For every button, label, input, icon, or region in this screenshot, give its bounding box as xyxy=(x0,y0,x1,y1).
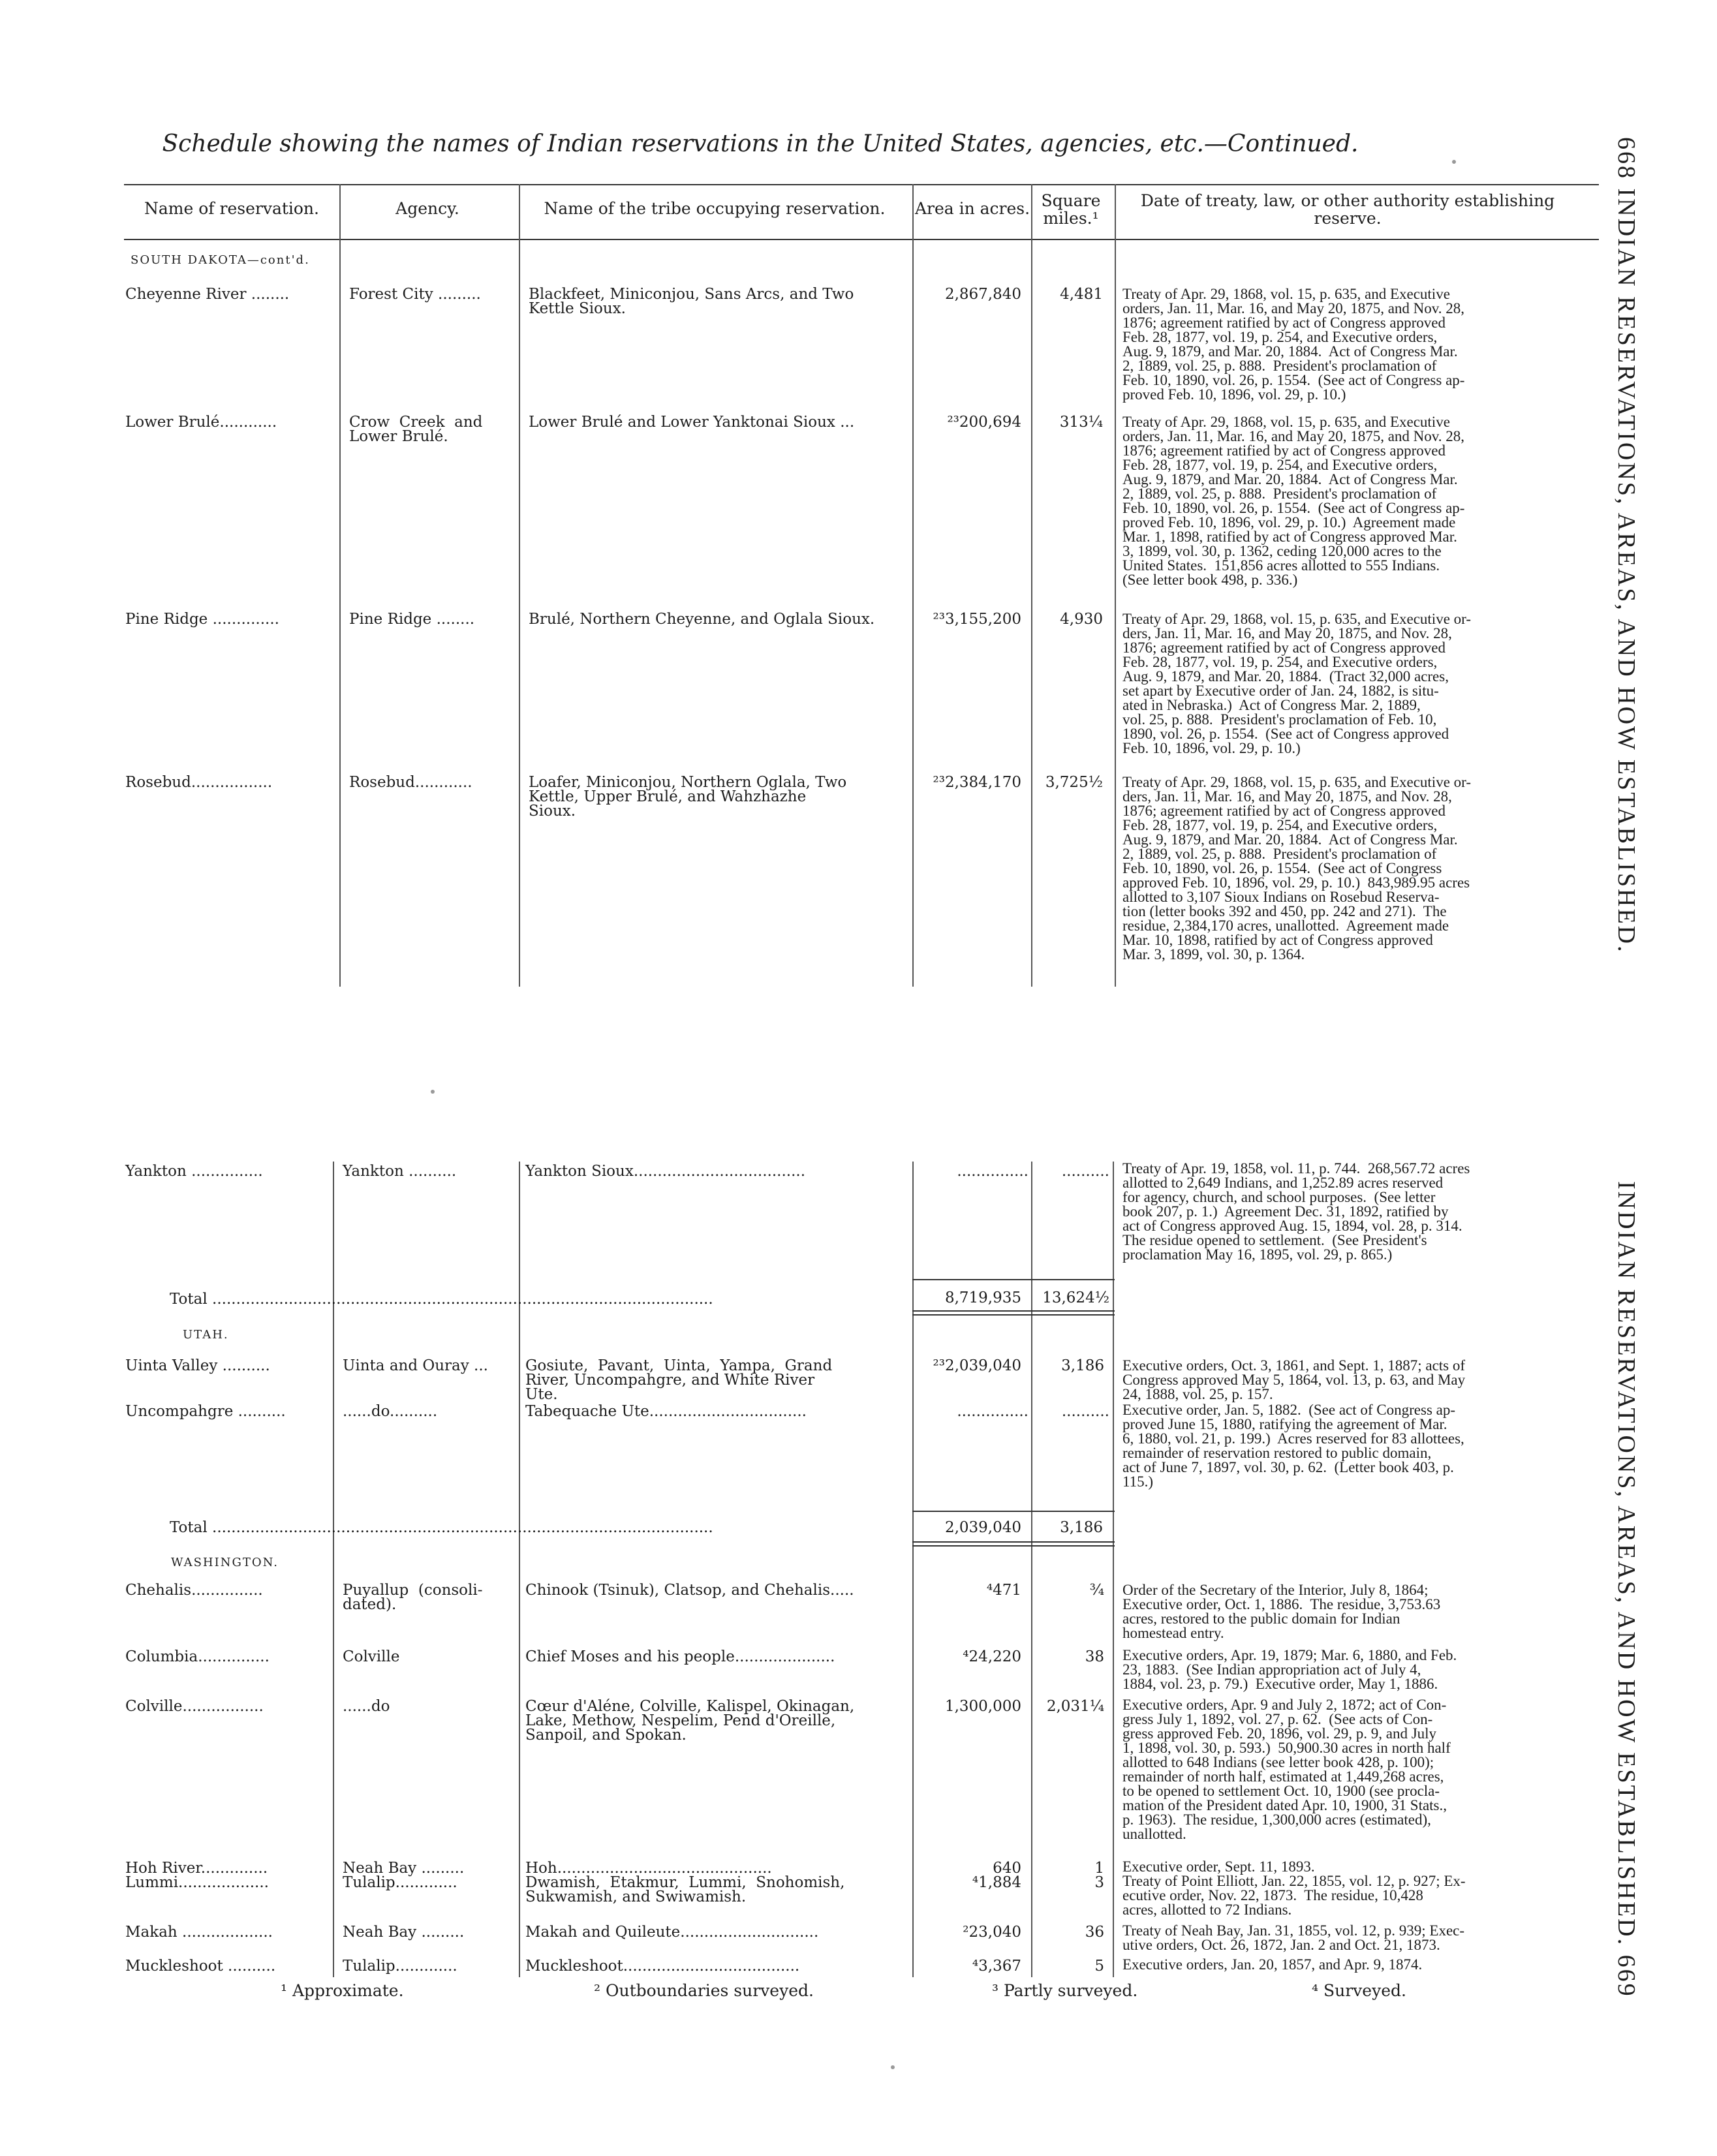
row-square-miles: 1 xyxy=(1094,1860,1104,1877)
row-name: Hoh River.............. xyxy=(125,1860,268,1877)
header-name: Name of reservation. xyxy=(144,199,319,218)
row-name: Rosebud................. xyxy=(125,774,273,791)
row-area: ²³2,039,040 xyxy=(933,1357,1021,1374)
row-tribe: Muckleshoot..................................... xyxy=(525,1958,800,1975)
row-name: Uinta Valley .......... xyxy=(125,1357,270,1374)
row-area: ²³2,384,170 xyxy=(933,774,1021,791)
column-rule xyxy=(339,184,341,987)
row-square-miles: 4,481 xyxy=(1060,286,1103,303)
running-head-bottom: INDIAN RESERVATIONS, AREAS, AND HOW ESTABLISHED. 669 xyxy=(1613,1181,1640,1998)
section-heading-south-dakota: SOUTH DAKOTA—cont'd. xyxy=(131,253,310,267)
total-square-miles: 13,624½ xyxy=(1042,1289,1109,1306)
row-area: ²23,040 xyxy=(963,1924,1021,1941)
row-agency: Yankton .......... xyxy=(343,1163,457,1180)
row-agency: Puyallup (consoli- dated). xyxy=(343,1582,483,1613)
column-rule xyxy=(912,184,914,987)
row-square-miles: .......... xyxy=(1061,1163,1109,1180)
row-square-miles: 313¼ xyxy=(1059,414,1103,431)
row-name: Columbia............... xyxy=(125,1648,270,1665)
row-authority: Executive orders, Oct. 3, 1861, and Sept. 1, 1887; acts of Congress approved May 5, 1864, vol. 13, p. 63, and May 24, 1888, vol. 25, p. 157. xyxy=(1122,1357,1466,1402)
row-agency: Tulalip............. xyxy=(343,1874,457,1891)
row-tribe: Dwamish, Etakmur, Lummi, Snohomish, Sukwamish, and Swiwamish. xyxy=(525,1874,845,1905)
row-area: ⁴24,220 xyxy=(963,1648,1021,1665)
row-tribe: Yankton Sioux.................................... xyxy=(525,1163,806,1180)
header-top-rule xyxy=(124,184,1599,185)
row-tribe: Gosiute, Pavant, Uinta, Yampa, Grand River, Uncompahgre, and White River Ute. xyxy=(525,1357,833,1403)
footnote-1: ¹ Approximate. xyxy=(281,1981,404,2000)
row-authority: Executive order, Sept. 11, 1893. xyxy=(1122,1858,1315,1875)
total-rule xyxy=(912,1279,1115,1280)
row-tribe: Chinook (Tsinuk), Clatsop, and Chehalis..... xyxy=(525,1582,854,1599)
column-rule xyxy=(1031,1162,1032,1977)
row-agency: Tulalip............. xyxy=(343,1958,457,1975)
row-square-miles: 3 xyxy=(1094,1874,1104,1891)
header-agency: Agency. xyxy=(395,199,459,218)
page-title: Schedule showing the names of Indian reservations in the United States, agencies, etc.—Continued. xyxy=(162,131,1359,157)
row-agency: ......do.......... xyxy=(343,1403,438,1420)
header-tribe: Name of the tribe occupying reservation. xyxy=(544,199,886,218)
row-area: ²³3,155,200 xyxy=(933,611,1021,628)
row-name: Uncompahgre .......... xyxy=(125,1403,286,1420)
row-tribe: Hoh............................................. xyxy=(525,1860,772,1877)
row-agency: ......do xyxy=(343,1698,390,1715)
row-square-miles: 3,725½ xyxy=(1045,774,1103,791)
row-tribe: Blackfeet, Miniconjou, Sans Arcs, and Two Kettle Sioux. xyxy=(529,286,854,317)
total-rule xyxy=(912,1511,1115,1512)
total-double-rule xyxy=(912,1310,1115,1312)
row-tribe: Chief Moses and his people..................... xyxy=(525,1648,835,1665)
total-double-rule xyxy=(912,1314,1115,1316)
row-name: Muckleshoot .......... xyxy=(125,1958,276,1975)
footnote-3: ³ Partly surveyed. xyxy=(992,1981,1138,2000)
row-authority: Executive orders, Jan. 20, 1857, and Apr. 9, 1874. xyxy=(1122,1956,1423,1973)
row-agency: Forest City ......... xyxy=(349,286,481,303)
row-square-miles: 5 xyxy=(1094,1958,1104,1975)
total-label: Total ......................................................................................................... xyxy=(170,1292,713,1306)
row-area: ²³200,694 xyxy=(947,414,1021,431)
row-authority: Treaty of Apr. 29, 1868, vol. 15, p. 635, and Executive or- ders, Jan. 11, Mar. 16, and May 20, 1875, and Nov. 28, 1876; agreement ratified by act of Congress approved Feb. 28, 1877, vol. 19, p. 254, and Executive orders, Aug. 9, 1879, and Mar. 20, 1884. (Tract 32,000 acres, set apart by Executive order of Jan. 24, 1882, is situ- ated in Nebraska.) Act of Congress Mar. 2, 1889, vol. 25, p. 888. President's proclamation of Feb. 10, 1890, vol. 26, p. 1554. (See act of Congress approved Feb. 10, 1896, vol. 29, p. 10.) xyxy=(1122,611,1472,756)
row-authority: Treaty of Apr. 29, 1868, vol. 15, p. 635, and Executive orders, Jan. 11, Mar. 16, and May 20, 1875, and Nov. 28, 1876; agreement ratified by act of Congress approved Feb. 28, 1877, vol. 19, p. 254, and Executive orders, Aug. 9, 1879, and Mar. 20, 1884. Act of Congress Mar. 2, 1889, vol. 25, p. 888. President's proclamation of Feb. 10, 1890, vol. 26, p. 1554. (See act of Congress ap- proved Feb. 10, 1896, vol. 29, p. 10.) xyxy=(1122,286,1465,403)
running-head-top: 668 INDIAN RESERVATIONS, AREAS, AND HOW ESTABLISHED. xyxy=(1613,137,1640,954)
row-name: Cheyenne River ........ xyxy=(125,286,290,303)
row-agency: Crow Creek and Lower Brulé. xyxy=(349,414,483,445)
row-area: 2,867,840 xyxy=(944,286,1021,303)
row-name: Lower Brulé............ xyxy=(125,414,277,431)
row-square-miles: 3,186 xyxy=(1061,1357,1104,1374)
scan-speck xyxy=(431,1090,435,1094)
row-area: ............... xyxy=(957,1163,1029,1180)
header-bottom-rule xyxy=(124,239,1599,240)
total-area: 2,039,040 xyxy=(944,1519,1021,1536)
row-name: Pine Ridge .............. xyxy=(125,611,279,628)
header-authority: Date of treaty, law, or other authority establishing reserve. xyxy=(1140,191,1555,228)
row-authority: Treaty of Apr. 19, 1858, vol. 11, p. 744. 268,567.72 acres allotted to 2,649 Indians, and 1,252.89 acres reserved for agency, church, and school purposes. (See letter book 207, p. 1.) Agreement Dec. 31, 1892, ratified by act of Congress approved Aug. 15, 1894, vol. 28, p. 314. The residue opened to settlement. (See President's proclamation May 16, 1895, vol. 29, p. 865.) xyxy=(1122,1160,1470,1263)
total-double-rule xyxy=(912,1545,1115,1547)
row-authority: Executive order, Jan. 5, 1882. (See act of Congress ap- proved June 15, 1880, ratifying the agreement of Mar. 6, 1880, vol. 21, p. 199.) Acres reserved for 83 allottees, remainder of reservation restored to public domain, act of June 7, 1897, vol. 30, p. 62. (Letter book 403, p. 115.) xyxy=(1122,1402,1464,1490)
row-agency: Colville xyxy=(343,1648,400,1665)
header-square-miles: Square miles.¹ xyxy=(1041,191,1101,228)
row-tribe: Tabequache Ute................................. xyxy=(525,1403,807,1420)
row-tribe: Brulé, Northern Cheyenne, and Oglala Sioux. xyxy=(529,611,875,628)
row-authority: Order of the Secretary of the Interior, July 8, 1864; Executive order, Oct. 1, 1886. The residue, 3,753.63 acres, restored to the public domain for Indian homestead entry. xyxy=(1122,1582,1441,1641)
row-square-miles: ¾ xyxy=(1089,1582,1104,1599)
total-label: Total ......................................................................................................... xyxy=(170,1520,713,1535)
total-double-rule xyxy=(912,1541,1115,1543)
row-agency: Uinta and Ouray ... xyxy=(343,1357,488,1374)
row-authority: Executive orders, Apr. 19, 1879; Mar. 6, 1880, and Feb. 23, 1883. (See Indian appropriation act of July 4, 1884, vol. 23, p. 79.) Executive order, May 1, 1886. xyxy=(1122,1647,1457,1692)
row-name: Chehalis............... xyxy=(125,1582,263,1599)
column-rule xyxy=(1115,184,1116,987)
total-square-miles: 3,186 xyxy=(1060,1519,1103,1536)
row-square-miles: 36 xyxy=(1085,1924,1104,1941)
column-rule xyxy=(333,1162,334,1977)
row-square-miles: 2,031¼ xyxy=(1046,1698,1104,1715)
footnote-2: ² Outboundaries surveyed. xyxy=(594,1981,814,2000)
column-rule xyxy=(912,1162,914,1977)
row-tribe: Makah and Quileute............................. xyxy=(525,1924,819,1941)
row-tribe: Loafer, Miniconjou, Northern Oglala, Two Kettle, Upper Brulé, and Wahzhazhe Sioux. xyxy=(529,774,847,820)
row-agency: Rosebud............ xyxy=(349,774,472,791)
row-authority: Treaty of Apr. 29, 1868, vol. 15, p. 635, and Executive orders, Jan. 11, Mar. 16, and May 20, 1875, and Nov. 28, 1876; agreement ratified by act of Congress approved Feb. 28, 1877, vol. 19, p. 254, and Executive orders, Aug. 9, 1879, and Mar. 20, 1884. Act of Congress Mar. 2, 1889, vol. 25, p. 888. President's proclamation of Feb. 10, 1890, vol. 26, p. 1554. (See act of Congress ap- proved Feb. 10, 1896, vol. 29, p. 10.) Agreement made Mar. 1, 1898, ratified by act of Congress approved Mar. 3, 1899, vol. 30, p. 1362, ceding 120,000 acres to the United States. 151,856 acres allotted to 555 Indians. (See letter book 498, p. 336.) xyxy=(1122,414,1465,588)
footnote-4: ⁴ Surveyed. xyxy=(1312,1981,1406,2000)
row-square-miles: .......... xyxy=(1061,1403,1109,1420)
column-rule xyxy=(519,184,520,987)
row-authority: Treaty of Point Elliott, Jan. 22, 1855, vol. 12, p. 927; Ex- ecutive order, Nov. 22, 1873. The residue, 10,428 acres, allotted to 72 Indians. xyxy=(1122,1873,1466,1918)
scan-speck xyxy=(1452,160,1456,164)
total-area: 8,719,935 xyxy=(944,1289,1021,1306)
row-authority: Treaty of Neah Bay, Jan. 31, 1855, vol. 12, p. 939; Exec- utive orders, Oct. 26, 1872, Jan. 2 and Oct. 21, 1873. xyxy=(1122,1922,1465,1953)
row-area: ⁴3,367 xyxy=(972,1958,1021,1975)
row-name: Lummi................... xyxy=(125,1874,269,1891)
section-heading-washington: WASHINGTON. xyxy=(171,1556,279,1569)
row-area: 1,300,000 xyxy=(944,1698,1021,1715)
row-name: Colville................. xyxy=(125,1698,264,1715)
header-area: Area in acres. xyxy=(914,199,1030,218)
column-rule xyxy=(1031,184,1032,987)
section-heading-utah: UTAH. xyxy=(183,1328,229,1342)
row-authority: Executive orders, Apr. 9 and July 2, 1872; act of Con- gress July 1, 1892, vol. 27, p. 62. (See acts of Con- gress approved Feb. 20, 1896, vol. 29, p. 9, and July 1, 1898, vol. 30, p. 593.) 50,900.30 acres in north half allotted to 648 Indians (see letter book 428, p. 100); remainder of north half, estimated at 1,449,268 acres, to be opened to settlement Oct. 10, 1900 (see procla- mation of the President dated Apr. 10, 1900, 31 Stats., p. 1963). The residue, 1,300,000 acres (estimated), unallotted. xyxy=(1122,1697,1451,1842)
row-agency: Neah Bay ......... xyxy=(343,1924,465,1941)
row-agency: Neah Bay ......... xyxy=(343,1860,465,1877)
column-rule xyxy=(519,1162,520,1977)
row-square-miles: 4,930 xyxy=(1060,611,1103,628)
row-tribe: Lower Brulé and Lower Yanktonai Sioux ... xyxy=(529,414,855,431)
row-area: ⁴471 xyxy=(986,1582,1021,1599)
row-authority: Treaty of Apr. 29, 1868, vol. 15, p. 635, and Executive or- ders, Jan. 11, Mar. 16, and May 20, 1875, and Nov. 28, 1876; agreement ratified by act of Congress approved Feb. 28, 1877, vol. 19, p. 254, and Executive orders, Aug. 9, 1879, and Mar. 20, 1884. Act of Congress Mar. 2, 1889, vol. 25, p. 888. President's proclamation of Feb. 10, 1890, vol. 26, p. 1554. (See act of Congress approved Feb. 10, 1896, vol. 29, p. 10.) 843,989.95 acres allotted to 3,107 Sioux Indians on Rosebud Reserva- tion (letter books 392 and 450, pp. 242 and 271). The residue, 2,384,170 acres, unallotted. Agreement made Mar. 10, 1898, ratified by act of Congress approved Mar. 3, 1899, vol. 30, p. 1364. xyxy=(1122,774,1472,962)
column-rule xyxy=(1113,1162,1114,1977)
row-area: ............... xyxy=(957,1403,1029,1420)
row-area: 640 xyxy=(993,1860,1021,1877)
row-tribe: Cœur d'Aléne, Colville, Kalispel, Okinagan, Lake, Methow, Nespelim, Pend d'Oreille, Sanpoil, and Spokan. xyxy=(525,1698,855,1744)
row-agency: Pine Ridge ........ xyxy=(349,611,475,628)
row-area: ⁴1,884 xyxy=(972,1874,1021,1891)
row-square-miles: 38 xyxy=(1085,1648,1104,1665)
row-name: Yankton ............... xyxy=(125,1163,263,1180)
row-name: Makah ................... xyxy=(125,1924,273,1941)
scan-speck xyxy=(891,2065,895,2069)
